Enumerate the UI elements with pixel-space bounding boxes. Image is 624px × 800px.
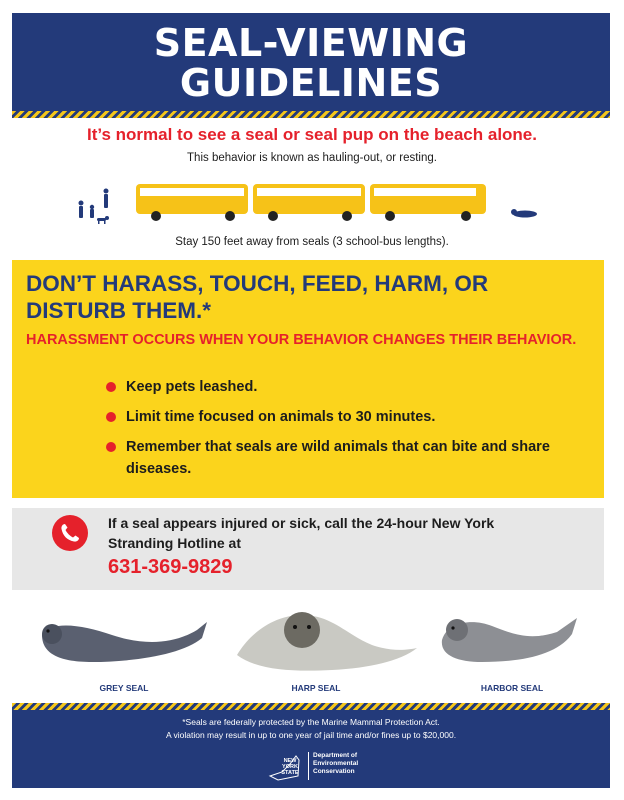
intro-subline: This behavior is known as hauling-out, or resting. xyxy=(187,152,437,164)
harbor-seal-image xyxy=(442,618,577,662)
list-item-text: Remember that seals are wild animals that can bite and share diseases. xyxy=(126,439,550,477)
seal-silhouette-icon xyxy=(511,209,537,218)
logo-divider xyxy=(308,752,309,780)
list-item-text: Limit time focused on animals to 30 minutes. xyxy=(126,409,436,425)
legal-note-line-1: *Seals are federally protected by the Marine Mammal Protection Act. xyxy=(182,717,440,727)
harp-seal-image xyxy=(237,612,417,671)
phone-icon xyxy=(52,515,88,551)
grey-seal-image xyxy=(42,622,207,662)
school-bus-icon-3 xyxy=(370,184,486,221)
list-item xyxy=(106,376,576,398)
hazard-stripe-top xyxy=(12,111,610,118)
logo-state-text: NEW YORK STATE xyxy=(281,758,299,776)
header-banner xyxy=(12,13,610,111)
bullet-dot-icon xyxy=(106,412,116,422)
hotline-text: If a seal appears injured or sick, call the 24-hour New York Stranding Hotline at xyxy=(108,515,495,551)
bullet-dot-icon xyxy=(106,382,116,392)
harassment-statement: HARASSMENT OCCURS WHEN YOUR BEHAVIOR CHANGES THEIR BEHAVIOR. xyxy=(26,332,577,348)
school-bus-icon-1 xyxy=(136,184,248,221)
phone-handset-icon xyxy=(52,515,88,551)
bullet-dot-icon xyxy=(106,442,116,452)
logo-dept-text: Department of Environmental Conservation xyxy=(313,752,359,775)
school-bus-icon-2 xyxy=(253,184,365,221)
list-item-text: Keep pets leashed. xyxy=(126,379,258,395)
intro-headline: It’s normal to see a seal or seal pup on the beach alone. xyxy=(86,125,537,144)
bus-distance-illustration xyxy=(70,178,560,228)
guidelines-list xyxy=(106,376,576,488)
warning-title: DON’T HARASS, TOUCH, FEED, HARM, OR DISTURB THEM.* xyxy=(26,271,489,323)
grey-seal-label: GREY SEAL xyxy=(99,683,149,693)
harbor-seal-label: HARBOR SEAL xyxy=(480,683,544,693)
hazard-stripe-bottom xyxy=(12,703,610,710)
people-with-dog-icon xyxy=(79,189,110,225)
distance-note: Stay 150 feet away from seals (3 school-bus lengths). xyxy=(175,236,449,248)
legal-note xyxy=(12,716,610,742)
nys-dec-logo xyxy=(268,750,378,784)
list-item xyxy=(106,406,576,428)
list-item xyxy=(106,436,576,480)
footer-banner xyxy=(12,710,610,788)
page-title: SEAL-VIEWING GUIDELINES xyxy=(153,21,469,105)
hotline-number[interactable]: 631-369-9829 xyxy=(108,556,233,578)
harp-seal-label: HARP SEAL xyxy=(291,683,341,693)
legal-note-line-2: A violation may result in up to one year of jail time and/or fines up to $20,000. xyxy=(165,730,457,740)
